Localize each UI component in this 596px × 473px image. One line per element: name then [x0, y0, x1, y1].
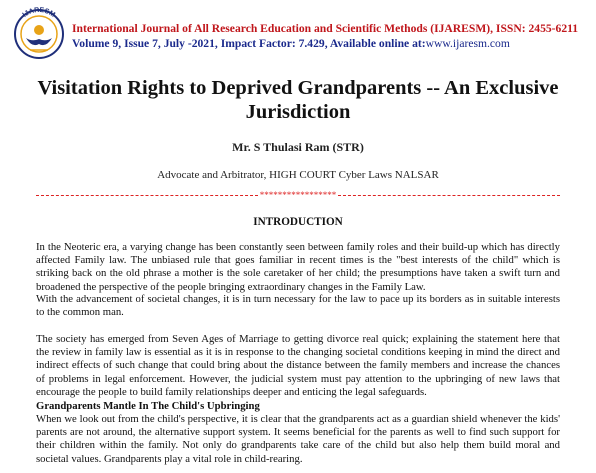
- article-title: Visitation Rights to Deprived Grandparents -- An Exclusive Jurisdiction: [37, 77, 559, 123]
- journal-issue-text: Volume 9, Issue 7, July -2021, Impact Factor: 7.429, Available online at:: [72, 37, 426, 50]
- article-author: Mr. S Thulasi Ram (STR): [232, 140, 364, 154]
- author-affiliation: Advocate and Arbitrator, HIGH COURT Cyber Laws NALSAR: [157, 169, 439, 181]
- paragraph: In the Neoteric era, a varying change has been constantly seen between family roles and their build-up which has directly affected Family law. The unbiased rule that goes familiar in recent times is the "best interests of the child" which is striking back on the old phrase a mother is the sole caretaker of her child; the presumptions have taken a swift turn and broadened the perspective of the people bringing extraordinary changes in the Family Law.: [36, 241, 560, 293]
- divider-dash-right: [338, 195, 560, 196]
- journal-issue-info: [72, 37, 592, 50]
- paragraph: With the advancement of societal changes, it is in turn necessary for the law to pace up its borders as in suitable interests to the common man.: [36, 293, 560, 319]
- logo-text: IJARESM: [21, 6, 57, 19]
- journal-logo-icon: [8, 4, 70, 60]
- paragraph: When we look out from the child's perspective, it is clear that the grandparents act as a guardian shield whenever the kids' parents are not around, the alternative support system. It seems beneficial for the parents as well to find such support for their children within the family. Not only do grandparents take care of the child but also help them build moral and societal values. Grandparents play a vital role in child-rearing.: [36, 413, 560, 465]
- section-divider: [36, 189, 560, 201]
- divider-dash-left: [36, 195, 258, 196]
- journal-url-link[interactable]: www.ijaresm.com: [425, 37, 510, 50]
- journal-logo: [8, 4, 70, 60]
- journal-name: International Journal of All Research Education and Scientific Methods (IJARESM), ISSN: 2455-6211: [72, 22, 579, 35]
- subsection-heading: Grandparents Mantle In The Child's Upbringing: [36, 400, 260, 412]
- section-heading: INTRODUCTION: [253, 216, 343, 228]
- paragraph: The society has emerged from Seven Ages of Marriage to getting divorce real quick; explaining the statement here that the review in family law is essential as it is in response to the changing societal conditions keeping in mind the direct and indirect effects of such change that could bring about the distance between the family members and increase the chances of problems in legal enforcement. However, the judicial system must pay attention to the upbringing of new laws that encourage the people to build family relationships deeper and enticing the legal safeguards.: [36, 333, 560, 398]
- divider-stars: *****************: [259, 190, 337, 200]
